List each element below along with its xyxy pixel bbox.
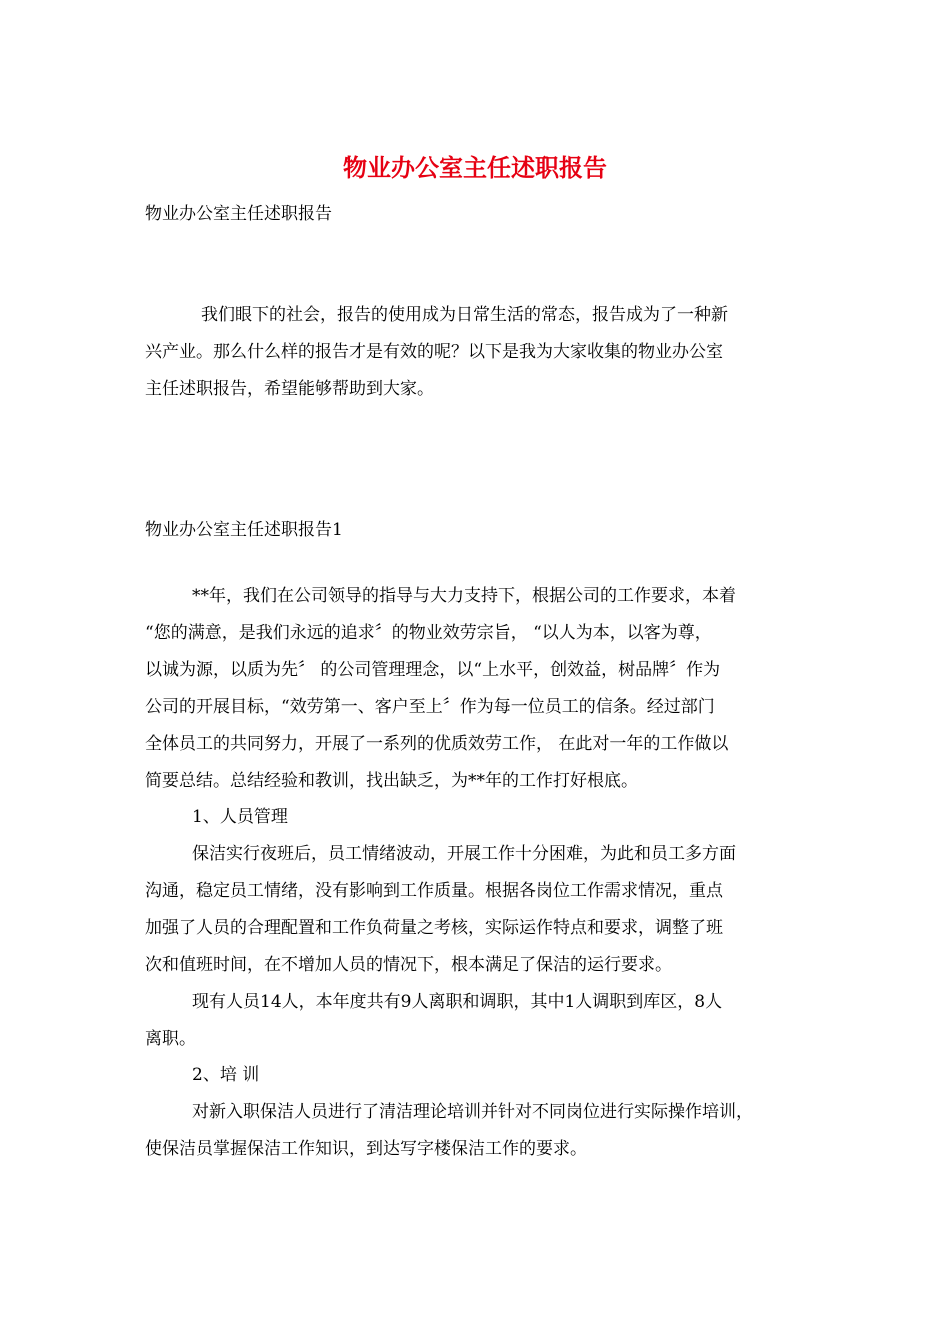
intro-line-3: 主任述职报告，希望能够帮助到大家。 (145, 379, 434, 399)
paragraph-4-line-2: 使保洁员掌握保洁工作知识，到达写字楼保洁工作的要求。 (145, 1139, 587, 1159)
paragraph-1-line-5: 全体员工的共同努力，开展了一系列的优质效劳工作， 在此对一年的工作做以 (145, 734, 729, 754)
paragraph-4-line-1: 对新入职保洁人员进行了清洁理论培训并针对不同岗位进行实际操作培训， (192, 1102, 753, 1122)
paragraph-1-line-4: 公司的开展目标，“效劳第一、客户至上〞作为每一位员工的信条。经过部门 (145, 697, 715, 717)
paragraph-2-line-1: 保洁实行夜班后，员工情绪波动，开展工作十分困难，为此和员工多方面 (192, 844, 736, 864)
document-subtitle: 物业办公室主任述职报告 (145, 204, 332, 224)
paragraph-3-line-1: 现有人员14人，本年度共有9人离职和调职，其中1人调职到库区，8人 (192, 992, 723, 1012)
paragraph-3-line-2: 离职。 (145, 1029, 196, 1049)
paragraph-2-line-4: 次和值班时间，在不增加人员的情况下，根本满足了保洁的运行要求。 (145, 955, 672, 975)
paragraph-2-line-2: 沟通，稳定员工情绪，没有影响到工作质量。根据各岗位工作需求情况，重点 (145, 881, 723, 901)
item-2-heading: 2、培 训 (192, 1065, 260, 1085)
document-title: 物业办公室主任述职报告 (343, 153, 607, 182)
intro-line-1: 我们眼下的社会，报告的使用成为日常生活的常态，报告成为了一种新 (201, 305, 728, 325)
paragraph-1-line-3: 以诚为源，以质为先〞 的公司管理理念，以“上水平，创效益，树品牌〞作为 (145, 660, 721, 680)
paragraph-1-line-1: **年，我们在公司领导的指导与大力支持下，根据公司的工作要求，本着 (192, 586, 736, 606)
intro-line-2: 兴产业。那么什么样的报告才是有效的呢？以下是我为大家收集的物业办公室 (145, 342, 723, 362)
paragraph-1-line-6: 简要总结。总结经验和教训，找出缺乏，为**年的工作打好根底。 (145, 771, 638, 791)
section-heading: 物业办公室主任述职报告1 (145, 520, 343, 540)
item-1-heading: 1、人员管理 (192, 807, 288, 827)
paragraph-1-line-2: “您的满意，是我们永远的追求〞的物业效劳宗旨， “以人为本，以客为尊， (145, 623, 712, 643)
paragraph-2-line-3: 加强了人员的合理配置和工作负荷量之考核，实际运作特点和要求，调整了班 (145, 918, 723, 938)
